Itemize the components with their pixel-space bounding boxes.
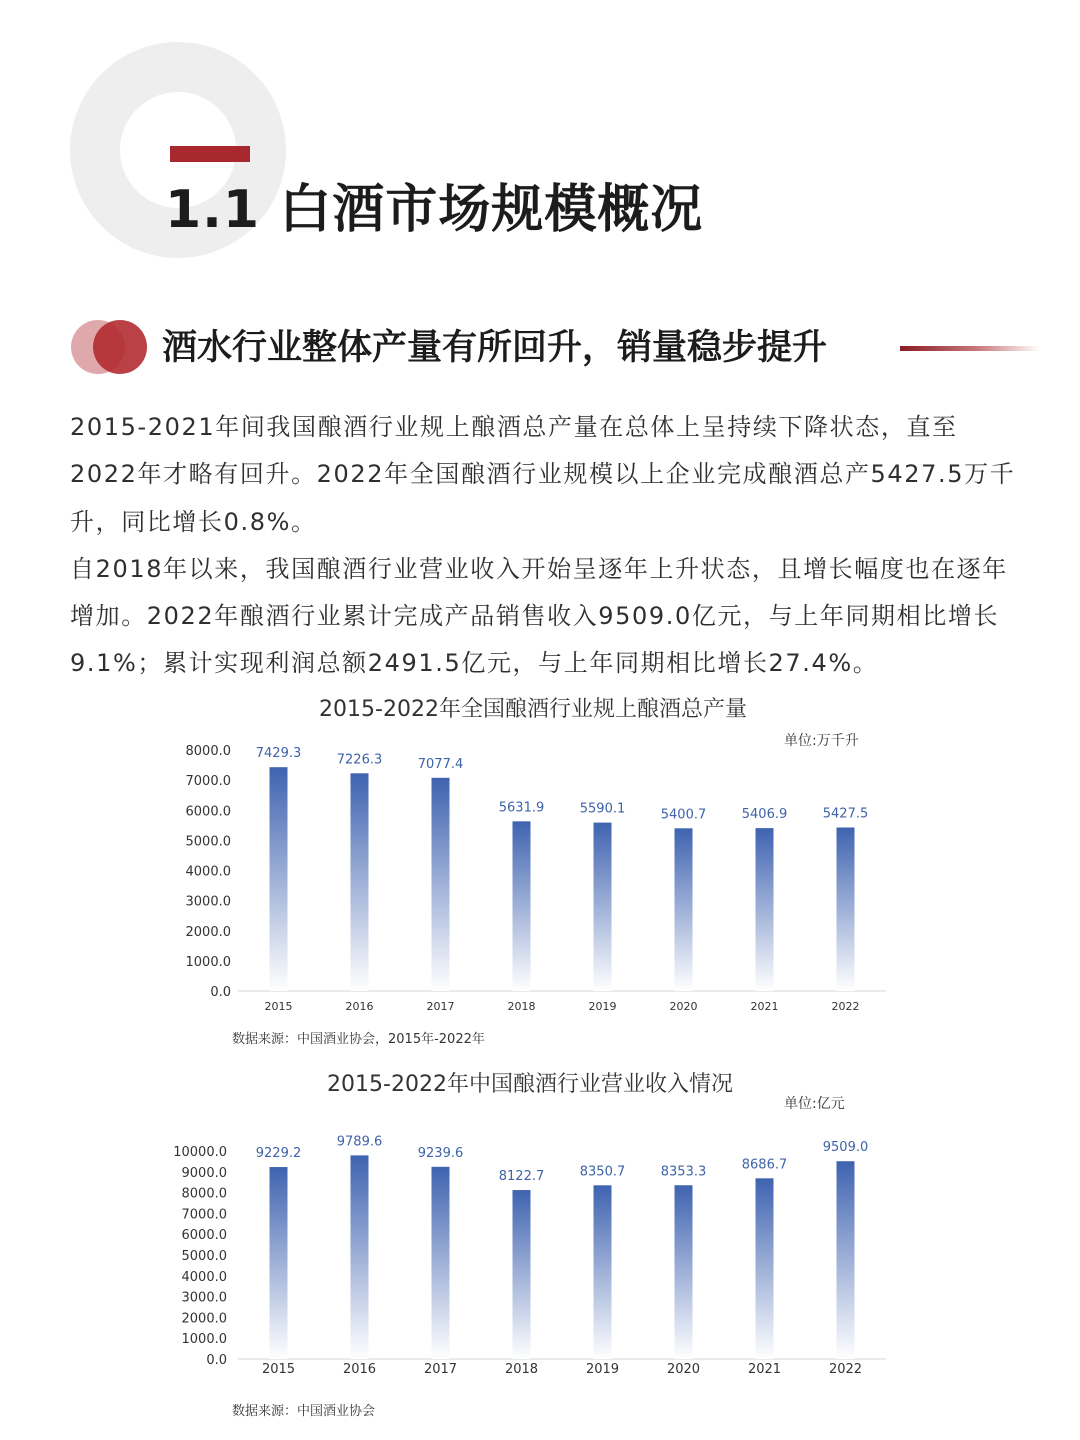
y-tick-label: 1000.0 [185, 954, 231, 970]
value-label-2015: 9229.2 [255, 1146, 302, 1162]
chart-source-note: 数据来源：中国酒业协会 [232, 1404, 376, 1419]
x-tick-label-2018: 2018 [507, 1000, 536, 1013]
title-accent-bar [170, 146, 250, 162]
bar-2022 [837, 827, 855, 991]
y-tick-label: 4000.0 [181, 1269, 227, 1285]
bar-2016 [351, 1155, 369, 1359]
section-heading: 酒水行业整体产量有所回升，销量稳步提升 [162, 328, 828, 368]
x-tick-label-2017: 2017 [423, 1362, 458, 1377]
y-tick-label: 8000.0 [181, 1186, 227, 1202]
value-label-2017: 7077.4 [417, 756, 464, 772]
value-label-2020: 8353.3 [660, 1164, 707, 1180]
y-tick-label: 0.0 [210, 985, 231, 1000]
production-chart-svg [0, 685, 1080, 1055]
bar-2018 [513, 1190, 531, 1359]
value-label-2022: 5427.5 [822, 806, 869, 822]
y-tick-label: 2000.0 [185, 924, 231, 940]
x-tick-label-2016: 2016 [342, 1362, 377, 1377]
bar-2015 [270, 767, 288, 991]
x-tick-label-2020: 2020 [666, 1362, 701, 1377]
value-label-2015: 7429.3 [255, 746, 302, 762]
x-tick-label-2020: 2020 [669, 1000, 698, 1013]
x-tick-label-2015: 2015 [264, 1000, 293, 1013]
y-tick-label: 5000.0 [185, 834, 231, 850]
value-label-2017: 9239.6 [417, 1145, 464, 1161]
y-tick-label: 3000.0 [181, 1290, 227, 1306]
y-tick-label: 0.0 [206, 1353, 227, 1368]
y-tick-label: 10000.0 [173, 1145, 227, 1160]
x-tick-label-2015: 2015 [261, 1362, 296, 1377]
y-tick-label: 8000.0 [185, 744, 231, 759]
chart-title: 2015-2022年全国酿酒行业规上酿酒总产量 [319, 697, 747, 722]
value-label-2019: 5590.1 [579, 801, 626, 817]
body-text [70, 404, 1025, 688]
double-circle-icon [70, 318, 150, 376]
y-tick-label: 6000.0 [185, 804, 231, 820]
y-tick-label: 4000.0 [185, 864, 231, 880]
y-tick-label: 1000.0 [181, 1332, 227, 1348]
bar-2018 [513, 821, 531, 991]
x-tick-label-2017: 2017 [426, 1000, 455, 1013]
bar-2016 [351, 773, 369, 991]
y-tick-label: 3000.0 [185, 894, 231, 910]
y-tick-label: 9000.0 [181, 1165, 227, 1181]
bar-2015 [270, 1167, 288, 1359]
bar-2017 [432, 1167, 450, 1359]
value-label-2020: 5400.7 [660, 807, 707, 823]
value-label-2021: 8686.7 [741, 1157, 788, 1173]
chart-unit-label: 单位:万千升 [784, 733, 859, 749]
value-label-2018: 5631.9 [498, 800, 545, 816]
x-tick-label-2022: 2022 [831, 1000, 860, 1013]
x-tick-label-2019: 2019 [585, 1362, 620, 1377]
revenue-chart [0, 1062, 1080, 1432]
chart-unit-label: 单位:亿元 [784, 1096, 845, 1112]
bar-2020 [675, 828, 693, 991]
heading-decor-line [900, 346, 1040, 351]
x-tick-label-2022: 2022 [828, 1362, 863, 1377]
bar-2020 [675, 1185, 693, 1359]
y-tick-label: 6000.0 [181, 1228, 227, 1244]
y-tick-label: 2000.0 [181, 1311, 227, 1327]
production-chart [0, 685, 1080, 1055]
value-label-2018: 8122.7 [498, 1169, 545, 1185]
value-label-2022: 9509.0 [822, 1140, 869, 1156]
value-label-2021: 5406.9 [741, 807, 788, 823]
value-label-2016: 7226.3 [336, 752, 383, 768]
page-title: 1.1 白酒市场规模概况 [165, 180, 704, 240]
y-tick-label: 7000.0 [185, 774, 231, 790]
paragraph-production: 2015-2021年间我国酿酒行业规上酿酒总产量在总体上呈持续下降状态，直至2022年才略有回升。2022年全国酿酒行业规模以上企业完成酿酒总产5427.5万千升，同比增长0.8%。 [70, 413, 1016, 536]
bar-2021 [756, 1178, 774, 1359]
x-tick-label-2018: 2018 [504, 1362, 539, 1377]
bar-2021 [756, 828, 774, 991]
revenue-chart-svg [0, 1062, 1080, 1432]
x-tick-label-2021: 2021 [750, 1000, 779, 1013]
value-label-2016: 9789.6 [336, 1134, 383, 1150]
chart-source-note: 数据来源：中国酒业协会，2015年-2022年 [232, 1032, 485, 1047]
y-tick-label: 5000.0 [181, 1249, 227, 1264]
bar-2019 [594, 1185, 612, 1359]
chart-title: 2015-2022年中国酿酒行业营业收入情况 [327, 1072, 733, 1097]
bar-2019 [594, 823, 612, 991]
value-label-2019: 8350.7 [579, 1164, 626, 1180]
y-tick-label: 7000.0 [181, 1207, 227, 1223]
paragraph-revenue: 自2018年以来，我国酿酒行业营业收入开始呈逐年上升状态，且增长幅度也在逐年增加。2022年酿酒行业累计完成产品销售收入9509.0亿元，与上年同期相比增长9.1%；累计实现利润总额2491.5亿元，与上年同期相比增长27.4%。 [70, 554, 1008, 678]
bar-2022 [837, 1161, 855, 1359]
x-tick-label-2019: 2019 [588, 1000, 617, 1013]
x-tick-label-2016: 2016 [345, 1000, 374, 1013]
bar-2017 [432, 778, 450, 991]
x-tick-label-2021: 2021 [747, 1362, 782, 1377]
